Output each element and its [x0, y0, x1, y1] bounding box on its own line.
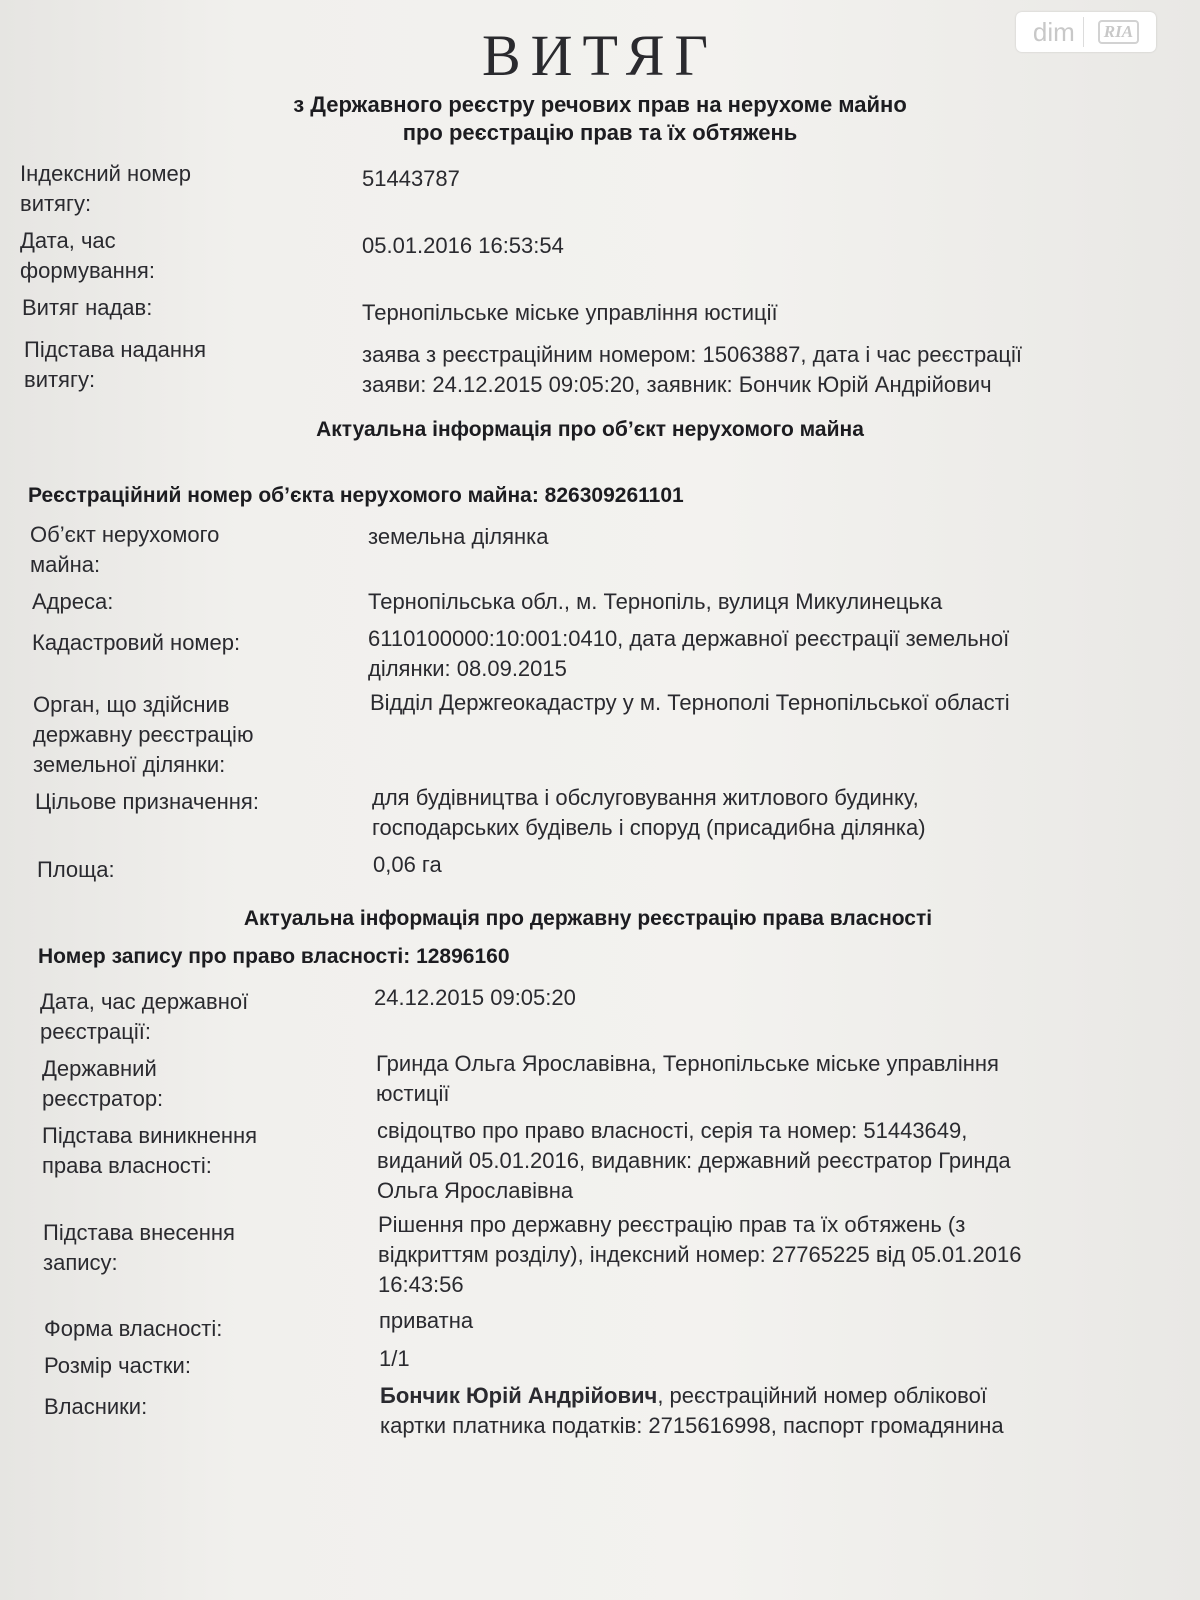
- owners-label: Власники:: [44, 1394, 148, 1419]
- cadastral-value: 6110100000:10:001:0410, дата державної реєстрації земельної ділянки: 08.09.2015: [368, 626, 1010, 681]
- document-title: ВИТЯГ: [481, 23, 718, 88]
- address-label: Адреса:: [32, 589, 114, 614]
- ownership-form-label: Форма власності:: [44, 1316, 223, 1341]
- purpose-value: для будівництва і обслуговування житлового будинку, господарських будівель і споруд (присадибна ділянка): [372, 785, 926, 840]
- basis-value: заява з реєстраційним номером: 15063887, дата і час реєстрації заяви: 24.12.2015 09:05:20, заявник: Бончик Юрій Андрійович: [362, 342, 1023, 397]
- object-registration-number: Реєстраційний номер об’єкта нерухомого майна: 826309261101: [28, 484, 684, 507]
- registration-date-label: Дата, час державної реєстрації:: [40, 989, 249, 1044]
- watermark-dim-text: dim: [1032, 16, 1075, 47]
- share-size-value: 1/1: [379, 1346, 410, 1371]
- ownership-origin-value: свідоцтво про право власності, серія та номер: 51443649, виданий 05.01.2016, видавник: державний реєстратор Гринда Ольга Ярославівна: [377, 1118, 1011, 1203]
- registrar-value: Гринда Ольга Ярославівна, Тернопільське міське управління юстиції: [376, 1051, 999, 1106]
- basis-label: Підстава надання витягу:: [24, 337, 207, 392]
- registration-date-value: 24.12.2015 09:05:20: [374, 985, 576, 1010]
- issuer-label: Витяг надав:: [22, 295, 153, 320]
- index-number-label: Індексний номер витягу:: [20, 161, 192, 216]
- ownership-origin-label: Підстава виникнення права власності:: [42, 1123, 258, 1178]
- document-subtitle-line-2: про реєстрацію прав та їх обтяжень: [402, 120, 798, 145]
- ownership-section-title: Актуальна інформація про державну реєстрацію права власності: [243, 907, 933, 930]
- owners-value: Бончик Юрій Андрійович, реєстраційний номер облікової картки платника податків: 2715616998, паспорт громадянина: [380, 1383, 1004, 1438]
- entry-basis-value: Рішення про державну реєстрацію прав та їх обтяжень (з відкриттям розділу), індексний номер: 27765225 від 05.01.2016 16:43:56: [378, 1212, 1022, 1297]
- area-label: Площа:: [37, 857, 115, 882]
- registrar-label: Державний реєстратор:: [42, 1056, 164, 1111]
- ownership-form-value: приватна: [379, 1308, 474, 1333]
- share-size-label: Розмір частки:: [44, 1353, 191, 1378]
- area-value: 0,06 га: [373, 852, 442, 877]
- formation-date-label: Дата, час формування:: [20, 228, 155, 283]
- index-number-value: 51443787: [362, 166, 460, 191]
- formation-date-value: 05.01.2016 16:53:54: [362, 233, 564, 258]
- purpose-label: Цільове призначення:: [35, 789, 259, 814]
- document-subtitle-line-1: з Державного реєстру речових прав на нерухоме майно: [293, 92, 907, 117]
- entry-basis-label: Підстава внесення запису:: [43, 1220, 235, 1275]
- issuer-value: Тернопільське міське управління юстиції: [362, 300, 778, 325]
- object-type-label: Об’єкт нерухомого майна:: [30, 522, 220, 577]
- authority-value: Відділ Держгеокадастру у м. Тернополі Тернопільської області: [370, 690, 1010, 715]
- cadastral-label: Кадастровий номер:: [32, 630, 241, 655]
- ownership-record-number: Номер запису про право власності: 12896160: [38, 945, 510, 968]
- object-type-value: земельна ділянка: [368, 524, 549, 549]
- authority-label: Орган, що здійснив державну реєстрацію земельної ділянки:: [33, 692, 254, 777]
- address-value: Тернопільська обл., м. Тернопіль, вулиця Микулинецька: [368, 589, 943, 614]
- ria-logo-icon: RIA: [1098, 20, 1139, 44]
- owner-name: Бончик Юрій Андрійович: [380, 1383, 658, 1408]
- object-section-title: Актуальна інформація про об’єкт нерухомого майна: [316, 418, 864, 441]
